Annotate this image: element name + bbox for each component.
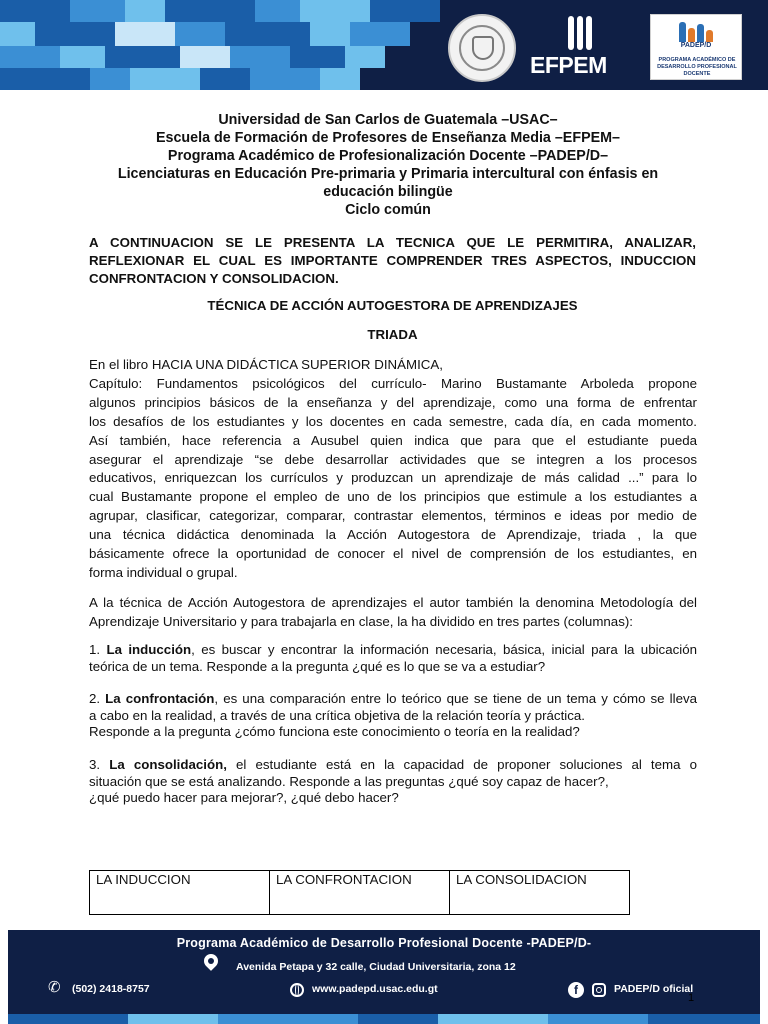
item-term: La inducción (106, 642, 192, 657)
paragraph-line: forma individual o grupal. (89, 564, 238, 580)
paragraph-line: los desafíos de los estudiantes y los docentes en cada semestre, cada día, en cada momento. (89, 413, 697, 429)
seal-shield-icon (472, 36, 494, 60)
decorative-mosaic (0, 0, 440, 90)
university-seal-icon (448, 14, 516, 82)
triada-table (89, 870, 630, 915)
footer-social: PADEP/D oficial (614, 983, 694, 995)
phone-icon: ✆ (48, 979, 61, 996)
section-subtitle: TRIADA (367, 327, 418, 342)
item-text: el estudiante está en la capacidad de proponer soluciones al tema o (226, 757, 697, 772)
title-degree: Licenciaturas en Educación Pre-primaria y Primaria intercultural con énfasis en (117, 166, 659, 182)
table-cell-confrontacion: LA CONFRONTACION (270, 871, 450, 915)
location-pin-icon (201, 951, 221, 971)
document-titles (90, 111, 686, 219)
item-term: La consolidación, (109, 757, 227, 772)
intro-instructions: A CONTINUACION SE LE PRESENTA LA TECNICA QUE LE PERMITIRA, ANALIZAR, REFLEXIONAR EL CUAL ES IMPORTANTE COMPRENDER TRES ASPECTOS, INDUCCION CONFRONTACION Y CONSOLIDACION. (89, 235, 696, 286)
footer-phone: (502) 2418-8757 (72, 983, 150, 995)
padep-logo-program: PROGRAMA ACADÉMICO DE DESARROLLO PROFESIONAL DOCENTE (657, 57, 737, 77)
paragraph-line: básicamente ofrece la oportunidad de conocer el nivel de comprensión de los estudiantes, en (89, 546, 697, 562)
padep-logo (650, 14, 742, 80)
item-text: teórica de un tema. Responde a la pregunta ¿qué es lo que se va a estudiar? (89, 658, 546, 674)
paragraph-line: En el libro HACIA UNA DIDÁCTICA SUPERIOR DINÁMICA, (89, 357, 443, 372)
paragraph-line: asegurar el aprendizaje “se debe desarrollar actividades que se integren a los procesos (89, 451, 697, 467)
padep-logo-name: PADEP/D (680, 42, 712, 49)
title-degree-cont: educación bilingüe (323, 184, 453, 200)
facebook-icon: f (568, 982, 584, 998)
globe-icon (290, 983, 304, 997)
header-banner (0, 0, 768, 90)
footer-banner (8, 930, 760, 1024)
page-number: 1 (688, 992, 695, 1004)
paragraph-bustamante (89, 356, 697, 583)
section-title: TÉCNICA DE ACCIÓN AUTOGESTORA DE APRENDIZAJES (207, 298, 578, 313)
paragraph-line: una técnica didáctica denominada la Acción Autogestora de Aprendizaje, triada , la que (89, 527, 697, 543)
paragraph-line: educativos, enriquezcan los currículos y produzcan un aprendizaje de más calidad ...” para lo (89, 470, 697, 486)
efpem-mark-icon (566, 16, 594, 50)
title-university: Universidad de San Carlos de Guatemala –USAC– (218, 112, 558, 128)
table-cell-consolidacion: LA CONSOLIDACION (450, 871, 630, 915)
footer-stripe (8, 1014, 760, 1024)
paragraph-methodology (89, 594, 697, 632)
item-number: 1. (89, 642, 101, 657)
item-text: Responde a la pregunta ¿cómo funciona este conocimiento o teoría en la realidad? (89, 724, 580, 739)
item-number: 2. (89, 691, 101, 706)
efpem-logo (528, 14, 638, 80)
item-text: ¿qué puedo hacer para mejorar?, ¿qué debo hacer? (89, 790, 399, 805)
item-text: , es una comparación entre lo teórico que se tiene de un tema y cómo se lleva (214, 691, 698, 706)
footer-title: Programa Académico de Desarrollo Profesional Docente -PADEP/D- (176, 936, 592, 950)
item-consolidacion (89, 757, 697, 807)
item-text: , es buscar y encontrar la información necesaria, básica, inicial para la ubicación (191, 642, 697, 657)
paragraph-line: A la técnica de Acción Autogestora de aprendizajes el autor también la denomina Metodología del (89, 595, 697, 610)
paragraph-line: Aprendizaje Universitario y para trabajarla en clase, la ha dividido en tres partes (columnas): (89, 613, 633, 629)
paragraph-line: Capítulo: Fundamentos psicológicos del currículo- Marino Bustamante Arboleda propone (89, 375, 697, 391)
item-induccion (89, 642, 697, 675)
table-cell-induccion: LA INDUCCION (90, 871, 270, 915)
item-number: 3. (89, 757, 101, 772)
table-row (90, 871, 630, 915)
item-text: situación que se está analizando. Responde a las preguntas ¿qué soy capaz de hacer?, (89, 773, 609, 789)
efpem-logo-text: EFPEM (530, 52, 607, 78)
title-cycle: Ciclo común (345, 202, 431, 218)
title-program: Programa Académico de Profesionalización Docente –PADEP/D– (167, 148, 609, 164)
paragraph-line: cual Bustamante propone el empleo de uno de los principios que estimule a los estudiantes a (89, 489, 697, 505)
item-text: a cabo en la realidad, a través de una crítica objetiva de la relación teoría y práctica. (89, 707, 585, 723)
footer-address: Avenida Petapa y 32 calle, Ciudad Universitaria, zona 12 (236, 961, 516, 973)
paragraph-line: algunos principios básicos de la enseñanza y del aprendizaje, como una forma de enfrentar (89, 394, 697, 410)
people-figures-icon (677, 20, 717, 42)
footer-website: www.padepd.usac.edu.gt (312, 983, 438, 995)
item-confrontacion (89, 691, 697, 741)
instagram-icon (592, 983, 606, 997)
paragraph-line: Así también, hace referencia a Ausubel quien indica que para que el estudiante pueda (89, 432, 697, 448)
item-term: La confrontación (105, 691, 215, 706)
paragraph-line: agrupar, clasificar, categorizar, comparar, contrastar elementos, términos e ideas por medio de (89, 508, 697, 524)
title-school: Escuela de Formación de Profesores de Enseñanza Media –EFPEM– (155, 130, 620, 146)
